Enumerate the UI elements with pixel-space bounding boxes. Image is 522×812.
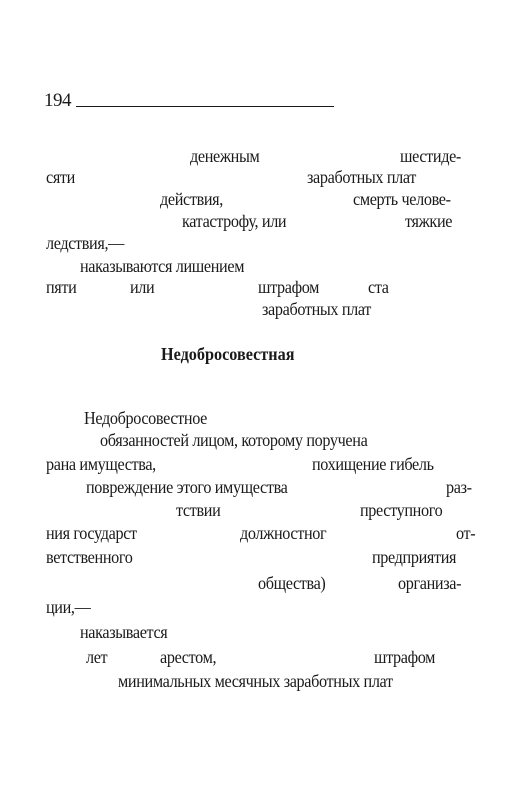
text-fragment: от- — [456, 523, 476, 543]
text-fragment: раз- — [446, 477, 472, 497]
text-fragment: наказываются лишением — [80, 256, 245, 276]
text-fragment: арестом, — [160, 647, 217, 667]
text-fragment: общества) — [258, 573, 326, 593]
page-number: 194 — [44, 90, 71, 111]
text-fragment: минимальных месячных заработных плат — [118, 671, 393, 691]
text-fragment: ста — [368, 277, 389, 297]
text-fragment: повреждение этого имущества — [86, 477, 288, 497]
text-fragment: должностног — [240, 523, 327, 543]
text-fragment: предприятия — [372, 547, 457, 567]
text-fragment: пяти — [46, 277, 77, 297]
text-fragment: заработных плат — [262, 299, 371, 319]
text-fragment: организа- — [398, 573, 462, 593]
text-fragment: заработных плат — [307, 167, 416, 187]
text-fragment: ции,— — [46, 597, 91, 617]
text-fragment: Недобросовестное — [84, 408, 207, 428]
text-fragment: тяжкие — [405, 211, 453, 231]
text-fragment: наказывается — [80, 622, 168, 642]
text-fragment: обязанностей лицом, которому поручена — [100, 430, 368, 450]
text-fragment: похищение гибель — [312, 454, 434, 474]
text-fragment: катастрофу, или — [182, 211, 287, 231]
text-fragment: денежным — [190, 146, 260, 166]
text-fragment: шестиде- — [400, 146, 461, 166]
section-heading-text: Недобросовестная — [161, 344, 295, 364]
text-fragment: ния государст — [46, 523, 137, 543]
text-fragment: тствии — [176, 500, 221, 520]
text-fragment: штрафом — [258, 277, 320, 297]
text-fragment: или — [130, 277, 155, 297]
text-fragment: действия, — [160, 189, 223, 209]
text-fragment: преступного — [360, 500, 443, 520]
text-fragment: сяти — [46, 167, 75, 187]
text-fragment: рана имущества, — [46, 454, 156, 474]
header-rule — [76, 106, 334, 107]
text-fragment: лет — [86, 647, 108, 667]
text-fragment: ледствия,— — [46, 233, 125, 253]
text-fragment: штрафом — [374, 647, 436, 667]
text-fragment: ветственного — [46, 547, 133, 567]
text-fragment: смерть челове- — [353, 189, 451, 209]
